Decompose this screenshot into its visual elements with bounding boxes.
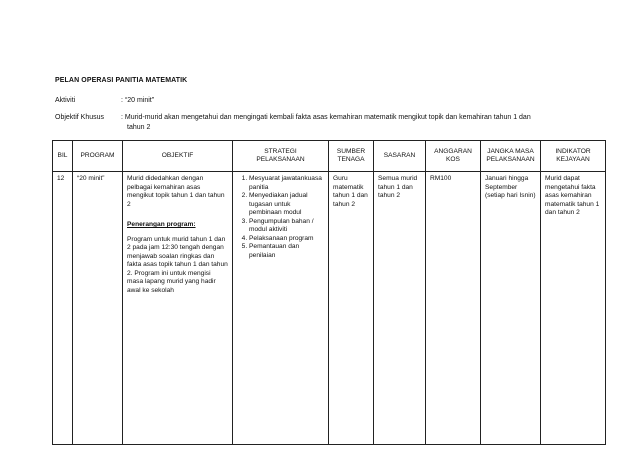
header-anggaran-line-2: KOS bbox=[446, 156, 460, 163]
strategi-item: 1. Mesyuarat jawatankuasa panitia bbox=[249, 175, 324, 192]
cell-sasaran: Semua murid tahun 1 dan tahun 2 bbox=[374, 172, 426, 445]
header-bil: BIL bbox=[53, 141, 73, 172]
header-sumber bbox=[329, 141, 374, 172]
cell-sumber: Guru matematik tahun 1 dan tahun 2 bbox=[329, 172, 374, 445]
header-indikator bbox=[541, 141, 606, 172]
penerangan-heading: Penerangan program: bbox=[127, 221, 196, 228]
header-strategi bbox=[233, 141, 329, 172]
cell-jangka: Januari hingga September (setiap hari Isnin) bbox=[481, 172, 541, 445]
table-row bbox=[53, 172, 606, 445]
strategi-item: 5. Pemantauan dan penilaian bbox=[249, 243, 324, 260]
cell-indikator: Murid dapat mengetahui fakta asas kemahiran matematik tahun 1 dan tahun 2 bbox=[541, 172, 606, 445]
strategi-list bbox=[237, 175, 324, 260]
cell-bil: 12 bbox=[53, 172, 73, 445]
cell-program: “20 minit” bbox=[73, 172, 123, 445]
aktiviti-label: Aktiviti bbox=[55, 97, 76, 104]
header-anggaran-line-1: ANGGARAN bbox=[434, 147, 472, 155]
header-indikator-line-1: INDIKATOR bbox=[555, 147, 591, 155]
cell-anggaran: RM100 bbox=[426, 172, 481, 445]
penerangan-text: Program untuk murid tahun 1 dan 2 pada jam 12:30 tengah dengan menjawab soalan ringkas dan fakta asas topik tahun 1 dan tahun 2. Program ini untuk mengisi masa lapang murid yang hadir awal ke sekolah bbox=[127, 235, 228, 294]
header-anggaran bbox=[426, 141, 481, 172]
cell-objektif bbox=[123, 172, 233, 445]
header-objektif: OBJEKTIF bbox=[123, 141, 233, 172]
objektif-khusus-value bbox=[121, 113, 571, 133]
objektif-khusus-line-1: : Murid-murid akan mengetahui dan mengingati kembali fakta asas kemahiran matematik mengikut topik dan kemahiran tahun 1 dan bbox=[121, 114, 531, 121]
header-jangka bbox=[481, 141, 541, 172]
cell-strategi bbox=[233, 172, 329, 445]
aktiviti-value: : “20 minit” bbox=[121, 97, 155, 104]
header-jangka-line-2: PELAKSANAAN bbox=[486, 156, 535, 163]
strategi-item: 3. Pengumpulan bahan / modul aktiviti bbox=[249, 218, 324, 235]
objektif-khusus-line-2: tahun 2 bbox=[127, 124, 151, 131]
header-strategi-line-1: STRATEGI bbox=[264, 147, 297, 155]
objektif-khusus-label: Objektif Khusus bbox=[55, 114, 105, 121]
header-sasaran: SASARAN bbox=[374, 141, 426, 172]
table-header-row bbox=[53, 141, 606, 172]
strategi-item: 2. Menyediakan jadual tugasan untuk pembinaan modul bbox=[249, 192, 324, 218]
operation-plan-table bbox=[52, 140, 606, 445]
document-title: PELAN OPERASI PANITIA MATEMATIK bbox=[55, 77, 188, 84]
header-sumber-line-1: SUMBER bbox=[336, 147, 366, 155]
header-program: PROGRAM bbox=[73, 141, 123, 172]
strategi-item: 4. Pelaksanaan program bbox=[249, 235, 324, 244]
objektif-text: Murid didedahkan dengan pelbagai kemahiran asas mengikut topik tahun 1 dan tahun 2 bbox=[127, 175, 225, 208]
header-jangka-line-1: JANGKA MASA bbox=[487, 147, 534, 155]
header-indikator-line-2: KEJAYAAN bbox=[556, 156, 590, 163]
header-strategi-line-2: PELAKSANAAN bbox=[256, 156, 305, 163]
header-sumber-line-2: TENAGA bbox=[337, 156, 365, 163]
